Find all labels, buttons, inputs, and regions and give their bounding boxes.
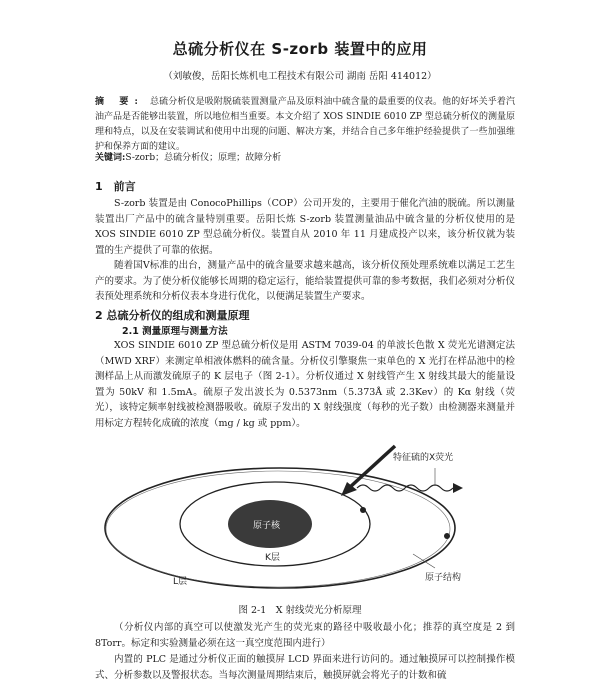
section-2-1-paragraph: XOS SINDIE 6010 ZP 型总硫分析仪是用 ASTM 7039-04 的单波长色散 X 荧光光谱测定法（MWD XRF）来测定单相液体燃料的硫含量。分析仪引擎聚焦一束单色的 X 光打在样品池中的检测样品上从而激发硫原子的 K 层电子（图 2-1）。分析仪通过 X 射线管产生 X 射线其最大的能量设置为 50kV 和 1.5mA。硫原子发出波长为 0.5373nm（5.373Å 或 2.3Kev）的 Kα 射线（荧光），该特定频率射线被检测器吸收。硫原子发出的 X 射线强度（每秒的光子数）由检测器来测量并用标定方程转化成硫的浓度（mg / kg 或 ppm）。 <box>95 340 515 429</box>
keywords <box>95 150 515 163</box>
section-1-paragraph-2: 随着国Ⅴ标准的出台，测量产品中的硫含量要求越来越高，该分析仪预处理系统难以满足工艺生产的要求。为了使分析仪能够长周期的稳定运行，能给装置提供可靠的参考数据，我们必须对分析仪表预处理系统和分析仪表本身进行优化，以便满足装置生产要求。 <box>95 260 515 302</box>
section-2-heading: 2 总硫分析仪的组成和测量原理 <box>95 309 250 322</box>
keywords-text: S-zorb；总硫分析仪；原理；故障分析 <box>125 153 282 163</box>
figure-caption: 图 2-1 X 射线荧光分析原理 <box>238 605 362 616</box>
abstract-label: 摘 要: <box>95 97 144 107</box>
section-1-paragraph-1: S-zorb 装置是由 ConocoPhillips（COP）公司开发的，主要用于催化汽油的脱硫。所以测量装置出厂产品中的硫含量特别重要。岳阳长炼 S-zorb 装置测量油品中硫含量的分析仪使用的是 XOS SINDIE 6010 ZP 型总硫分析仪。装置自从 2010 年 11 月建成投产以来，该分析仪就为装置的生产提供了可靠的依据。 <box>95 198 515 256</box>
keywords-label: 关键词: <box>95 153 126 163</box>
abstract-text: 总硫分析仪是吸附脱硫装置测量产品及原料油中硫含量的最重要的仪表。他的好坏关乎着汽油产品是否能够出装置，所以地位相当重要。本文介绍了 XOS SINDIE 6010 ZP 型总硫分析仪的测量原理和特点，以及在安装调试和使用中出现的问题、解决方案，并结合自己多年维护经验提供了一些加强维护和保养方面的建议。 <box>95 97 515 152</box>
l-shell-label: L层 <box>173 577 188 587</box>
section-1-heading: 1 前言 <box>95 180 136 193</box>
atomic-structure-figure <box>95 428 525 594</box>
k-shell-label: K层 <box>265 553 280 563</box>
incident-xray-arrow <box>349 446 395 488</box>
fluorescence-label: 特征硫的X荧光 <box>393 453 454 463</box>
structure-label: 原子结构 <box>425 573 462 583</box>
section-2-1-heading: 2.1 测量原理与测量方法 <box>122 326 228 337</box>
k-electron <box>360 507 366 513</box>
author-affiliation: （刘敏俊，岳阳长炼机电工程技术有限公司 湖南 岳阳 414012） <box>163 71 437 82</box>
paper-title: 总硫分析仪在 S-zorb 装置中的应用 <box>172 40 428 58</box>
vacuum-paragraph: （分析仪内部的真空可以使激发光产生的荧光束的路径中吸收最小化；推荐的真空度是 2 到 8Torr。标定和实验测量必须在这一真空度范围内进行） <box>95 622 515 649</box>
abstract <box>95 95 515 155</box>
nucleus-label: 原子核 <box>253 521 281 531</box>
plc-paragraph: 内置的 PLC 是通过分析仪正面的触摸屏 LCD 界面来进行访问的。通过触摸屏可以控制操作模式、分析参数以及警报状态。当每次测量周期结束后，触摸屏就会将光子的计数和硫 <box>95 654 515 681</box>
fluorescence-arrowhead <box>453 483 463 493</box>
l-electron <box>444 533 450 539</box>
